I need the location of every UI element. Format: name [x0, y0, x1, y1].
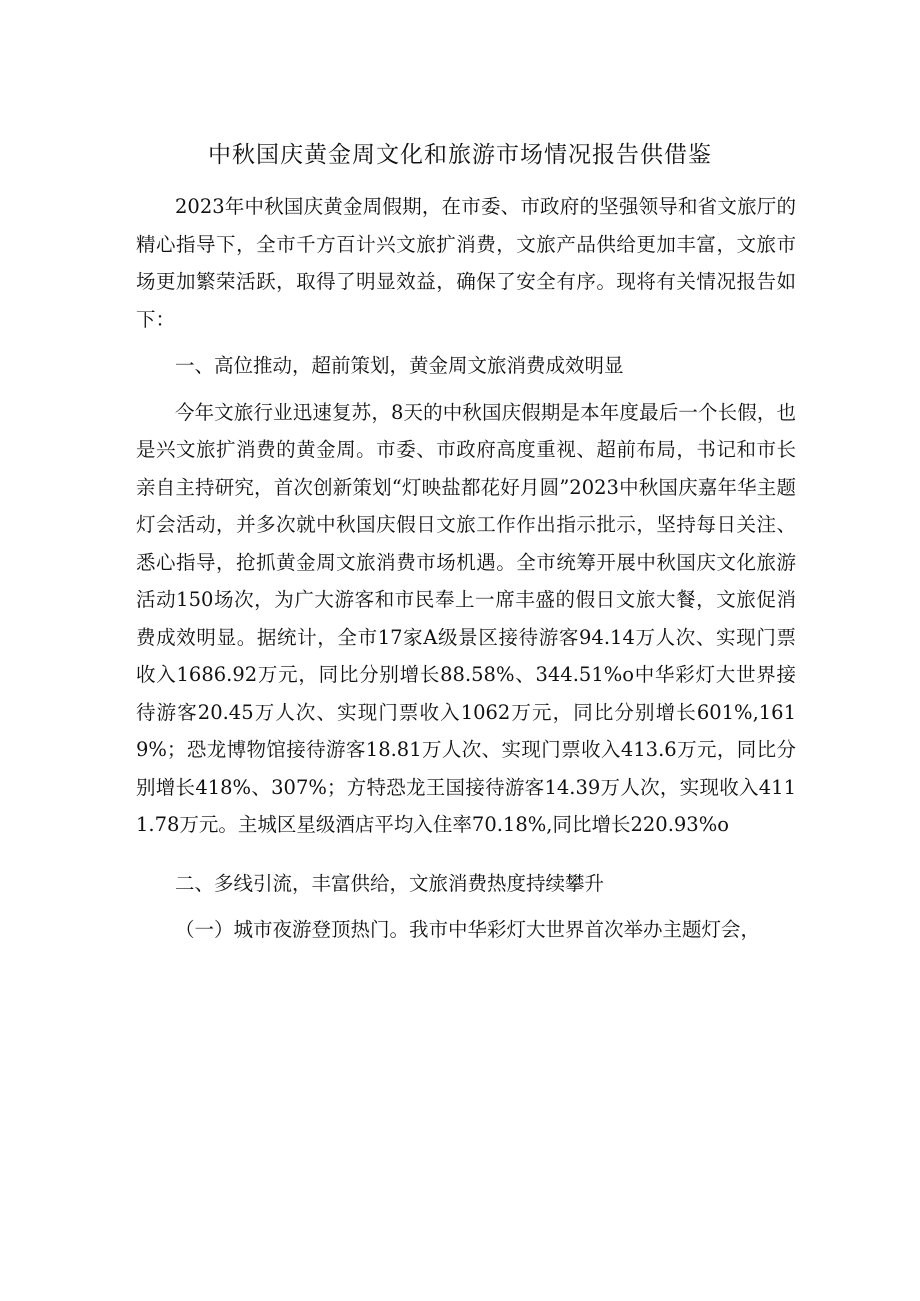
section-2-subsection-1: （一）城市夜游登顶热门。我市中华彩灯大世界首次举办主题灯会，: [175, 918, 761, 941]
document-title: 中秋国庆黄金周文化和旅游市场情况报告供借鉴: [208, 142, 712, 168]
section-1-heading: 一、高位推动，超前策划，黄金周文旅消费成效明显: [175, 354, 624, 377]
document-body: [136, 188, 796, 949]
section-2-heading: 二、多线引流，丰富供给，文旅消费热度持续攀升: [175, 871, 605, 895]
section-1-paragraph: 今年文旅行业迅速复苏，8天的中秋国庆假期是本年度最后一个长假，也是兴文旅扩消费的黄金周。市委、市政府高度重视、超前布局，书记和市长亲自主持研究，首次创新策划“灯映盐都花好月圆”2023中秋国庆嘉年华主题灯会活动，并多次就中秋国庆假日文旅工作作出指示批示，坚持每日关注、悉心指导，抢抓黄金周文旅消费市场机遇。全市统筹开展中秋国庆文化旅游活动150场次，为广大游客和市民奉上一席丰盛的假日文旅大餐，文旅促消费成效明显。据统计，全市17家A级景区接待游客94.14万人次、实现门票收入1686.92万元，同比分别增长88.58%、344.51%o中华彩灯大世界接待游客20.45万人次、实现门票收入1062万元，同比分别增长601%,1619%；恐龙博物馆接待游客18.81万人次、实现门票收入413.6万元，同比分别增长418%、307%；方特恐龙王国接待游客14.39万人次，实现收入4111.78万元。主城区星级酒店平均入住率70.18%,同比增长220.93%o: [136, 400, 796, 836]
intro-paragraph: 2023年中秋国庆黄金周假期，在市委、市政府的坚强领导和省文旅厅的精心指导下，全市千方百计兴文旅扩消费，文旅产品供给更加丰富，文旅市场更加繁荣活跃，取得了明显效益，确保了安全有序。现将有关情况报告如下：: [136, 195, 796, 331]
